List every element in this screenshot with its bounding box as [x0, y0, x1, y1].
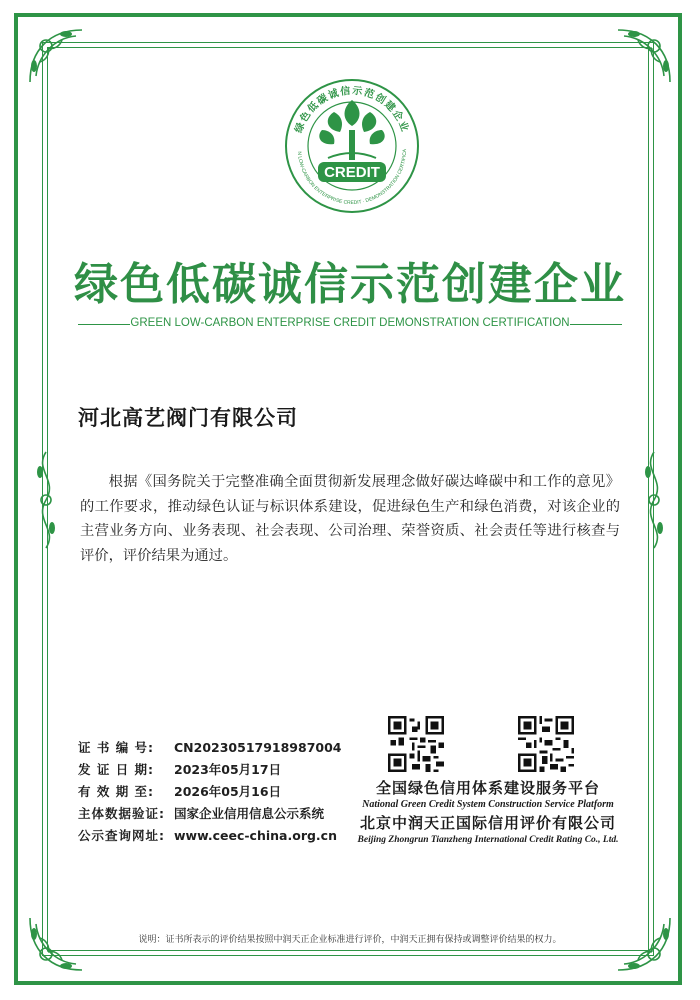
info-value: www.ceec-china.org.cn: [174, 828, 337, 843]
qr-code-icon: [518, 716, 574, 772]
issuer-agency-en: Beijing Zhongrun Tianzheng International Credit Rating Co., Ltd.: [357, 835, 619, 845]
certificate-body-text: 根据《国务院关于完整准确全面贯彻新发展理念做好碳达峰碳中和工作的意见》的工作要求，推动绿色认证与标识体系建设，促进绿色生产和绿色消费，对该企业的主营业务方向、业务表现、社会表现、公司治理、荣誉资质、社会责任等进行核查与评价，评价结果为通过。: [80, 474, 620, 564]
issuer-platform-cn: 全国绿色信用体系建设服务平台: [375, 779, 600, 797]
certificate-title-cn: 绿色低碳诚信示范创建企业: [74, 259, 626, 310]
side-ornament-icon: [640, 450, 668, 550]
info-value: 2026年05月16日: [174, 784, 282, 799]
info-label: 有 效 期 至:: [78, 784, 155, 799]
footer-note: 说明：证书所表示的评价结果按照中润天正企业标准进行评价，中润天正拥有保持或调整评价结果的权力。: [138, 935, 562, 945]
info-label: 证 书 编 号:: [78, 740, 155, 755]
logo-arc-text-bottom: N LOW-CARBON ENTERPRISE CREDIT · DEMONSTRATION CERTIFICA: [295, 149, 409, 207]
credit-logo: [284, 78, 420, 214]
logo-badge-text: CREDIT: [324, 164, 380, 181]
issuer-platform-en: National Green Credit System Construction Service Platform: [362, 799, 614, 810]
info-label: 公示查询网址:: [78, 828, 165, 843]
info-label: 主体数据验证:: [78, 806, 165, 821]
info-value: 国家企业信用信息公示系统: [174, 806, 325, 821]
company-name: 河北高艺阀门有限公司: [78, 406, 298, 430]
corner-ornament-icon: [614, 26, 674, 86]
certificate-title-en: GREEN LOW-CARBON ENTERPRISE CREDIT DEMONSTRATION CERTIFICATION: [130, 317, 570, 329]
side-ornament-icon: [32, 450, 60, 550]
logo-arc-text-top: 绿色低碳诚信示范创建企业: [293, 85, 411, 135]
corner-ornament-icon: [26, 26, 86, 86]
info-value: 2023年05月17日: [174, 762, 282, 777]
issuer-agency-cn: 北京中润天正国际信用评价有限公司: [359, 814, 616, 832]
info-row-certificate-number: [78, 738, 408, 760]
info-label: 发 证 日 期:: [78, 762, 155, 777]
info-value: CN20230517918987004: [174, 740, 342, 755]
certificate-title-en-row: [78, 317, 622, 331]
qr-code-icon: [388, 716, 444, 772]
